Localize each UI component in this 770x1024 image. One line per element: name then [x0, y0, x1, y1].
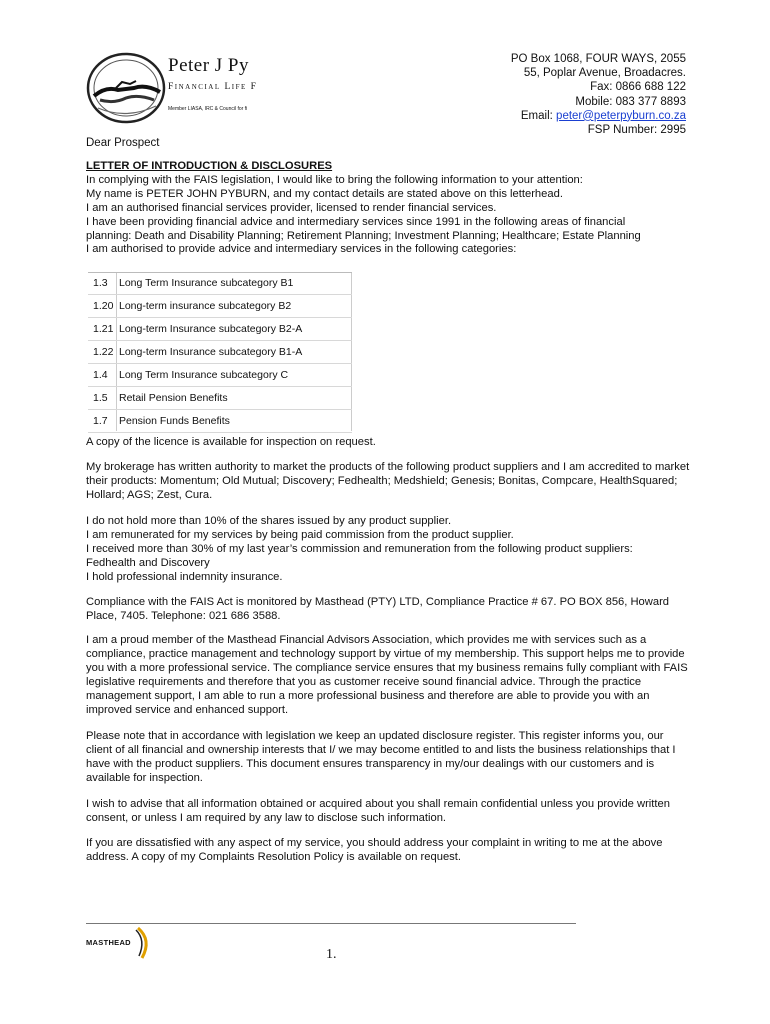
- email-line: [511, 109, 686, 123]
- handshake-globe-icon: [86, 48, 168, 130]
- category-code: 1.21: [93, 323, 114, 335]
- mobile-number: Mobile: 083 377 8893: [575, 95, 686, 108]
- category-label: Retail Pension Benefits: [119, 392, 228, 404]
- shares-line: Fedhealth and Discovery: [86, 556, 210, 569]
- confidentiality-paragraph: I wish to advise that all information obtained or acquired about you shall remain confidential unless you provide written consent, or unless I am required by any law to disclose such information.: [86, 798, 670, 824]
- compliance-paragraph: Compliance with the FAIS Act is monitored by Masthead (PTY) LTD, Compliance Practice # 67. PO BOX 856, Howard Place, 7405. Telephone: 021 686 3588.: [86, 596, 670, 622]
- footer-divider: [86, 923, 576, 924]
- intro-section: [86, 160, 690, 257]
- category-code: 1.7: [93, 415, 108, 427]
- shares-line: I received more than 30% of my last year’s commission and remuneration from the following product suppliers:: [86, 542, 633, 555]
- table-row: [88, 318, 352, 341]
- disclosure-register-paragraph: Please note that in accordance with legislation we keep an updated disclosure register. This register informs you, our client of all financial and ownership interests that I/ we may become entitled to and lists the business relationships that I have with the product suppliers. This document ensures transparency in my/our dealings with our customers and is available for inspection.: [86, 730, 676, 784]
- category-code: 1.22: [93, 346, 114, 358]
- category-code: 1.4: [93, 369, 108, 381]
- category-label: Long Term Insurance subcategory B1: [119, 277, 294, 289]
- brokerage-paragraph: My brokerage has written authority to market the products of the following product suppliers and I am accredited to market their products: Momentum; Old Mutual; Discovery; Fedhealth; Medshield; Genesis; Bonitas, Compcare, HealthSquared; Hollard; AGS; Zest, Cura.: [86, 461, 690, 501]
- company-logo: [86, 48, 258, 130]
- category-code: 1.5: [93, 392, 108, 404]
- licence-note: A copy of the licence is available for inspection on request.: [86, 436, 376, 448]
- masthead-wordmark: MASTHEAD: [86, 938, 131, 947]
- category-label: Long-term Insurance subcategory B1-A: [119, 346, 303, 358]
- category-label: Long Term Insurance subcategory C: [119, 369, 289, 381]
- shares-line: I hold professional indemnity insurance.: [86, 570, 283, 583]
- email-link[interactable]: peter@peterpyburn.co.za: [556, 109, 686, 122]
- complaints-paragraph: If you are dissatisfied with any aspect of my service, you should address your complaint in writing to me at the above address. A copy of my Complaints Resolution Policy is available on request.: [86, 837, 663, 863]
- category-code: 1.20: [93, 300, 114, 312]
- shares-line: I am remunerated for my services by being paid commission from the product supplier.: [86, 528, 514, 541]
- table-row: [88, 272, 352, 295]
- category-label: Pension Funds Benefits: [119, 415, 230, 427]
- intro-line: planning: Death and Disability Planning; Retirement Planning; Investment Planning; Healthcare; Estate Planning: [86, 229, 641, 242]
- email-label: Email:: [520, 109, 557, 122]
- shares-line: I do not hold more than 10% of the shares issued by any product supplier.: [86, 515, 452, 527]
- table-row: [88, 410, 352, 433]
- shares-section: [86, 515, 690, 585]
- table-row: [88, 387, 352, 410]
- category-label: Long-term Insurance subcategory B2-A: [119, 323, 303, 335]
- fsp-number: FSP Number: 2995: [587, 124, 686, 137]
- category-label: Long-term insurance subcategory B2: [119, 300, 292, 312]
- fax-number: Fax: 0866 688 122: [590, 81, 686, 94]
- masthead-paragraph: I am a proud member of the Masthead Financial Advisors Association, which provides me with services such as a compliance, practice management and technology support by virtue of my membership. This support helps me to provide you with a more professional service. The compliance service ensures that my business remains fully compliant with FAIS legislative requirements and therefore that you as customer receive sound financial advice. Through the practice management support, I am able to run a more professional business and therefore are able to provide you with an improved service and enhanced support.: [86, 634, 688, 716]
- intro-line: In complying with the FAIS legislation, I would like to bring the following information to your attention:: [86, 173, 583, 186]
- category-code: 1.3: [93, 277, 108, 289]
- masthead-logo: [86, 926, 156, 960]
- contact-details: [511, 52, 686, 137]
- salutation: Dear Prospect: [86, 137, 160, 149]
- address-line-1: PO Box 1068, FOUR WAYS, 2055: [510, 53, 686, 65]
- categories-table: [88, 272, 352, 433]
- intro-line: I am authorised to provide advice and intermediary services in the following categories:: [86, 243, 517, 256]
- page-number: 1.: [326, 947, 337, 962]
- intro-line: I have been providing financial advice and intermediary services since 1991 in the following areas of financial: [86, 215, 626, 228]
- logo-membership: Member LIASA, IRC & Council for fi: [168, 106, 248, 112]
- table-row: [88, 364, 352, 387]
- table-row: [88, 295, 352, 318]
- logo-subtitle: Financial Life F: [168, 82, 258, 92]
- table-row: [88, 341, 352, 364]
- intro-line: My name is PETER JOHN PYBURN, and my contact details are stated above on this letterhead.: [86, 187, 563, 200]
- intro-line: I am an authorised financial services provider, licensed to render financial services.: [86, 201, 497, 214]
- letter-heading: LETTER OF INTRODUCTION & DISCLOSURES: [86, 160, 333, 172]
- logo-name: Peter J Py: [168, 55, 249, 76]
- address-line-2: 55, Poplar Avenue, Broadacres.: [523, 67, 686, 80]
